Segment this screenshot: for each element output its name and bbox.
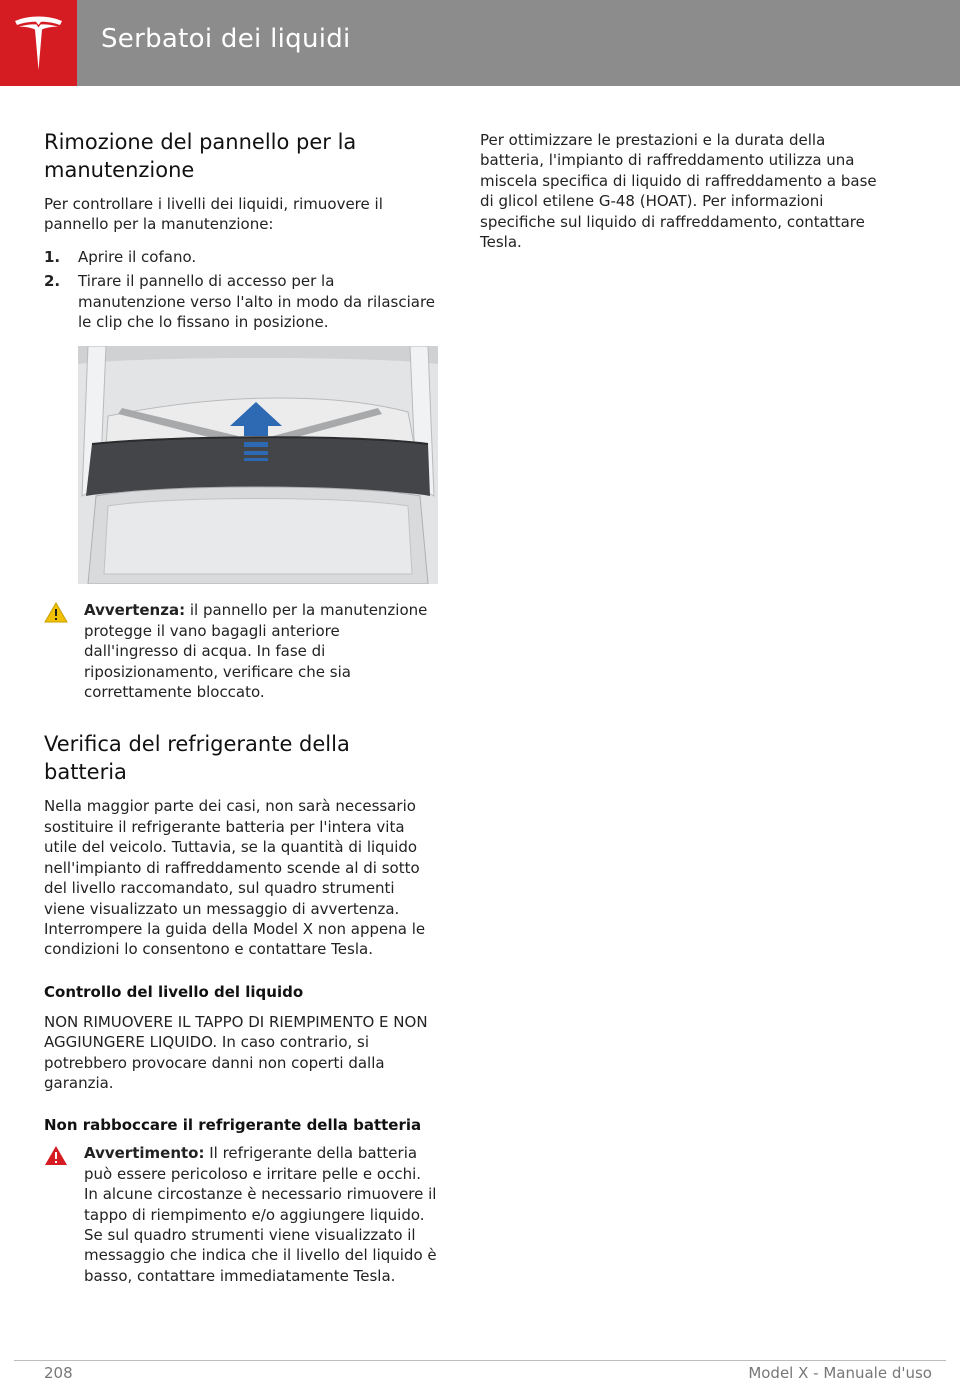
footer-divider [14, 1360, 946, 1361]
section-heading-coolant: Verifica del refrigerante della batteria [44, 732, 350, 785]
caution-triangle-icon [44, 602, 68, 623]
right-column [480, 130, 880, 252]
section-body-coolant: Nella maggior parte dei casi, non sarà necessario sostituire il refrigerante batteria per l'intera vita utile del veicolo. Tuttavia, se la quantità di liquido nell'impianto di raffreddamento scende al di sotto del livello raccomandato, sul quadro strumenti viene visualizzato un messaggio di avvertenza. Interrompere la guida della Model X non appena le condizioni lo consentono e contattare Tesla. [44, 797, 426, 959]
step-number: 2. [44, 272, 61, 291]
page-number: 208 [44, 1364, 73, 1382]
subsection-body-fluid-level: NON RIMUOVERE IL TAPPO DI RIEMPIMENTO E NON AGGIUNGERE LIQUIDO. In caso contrario, si potrebbero provocare danni non coperti dalla garanzia. [44, 1012, 428, 1092]
danger-callout [44, 1143, 438, 1286]
steps-list [44, 247, 438, 333]
caution-callout [44, 600, 438, 702]
section-intro: Per controllare i livelli dei liquidi, rimuovere il pannello per la manutenzione: [44, 195, 383, 234]
section-heading-service-panel: Rimozione del pannello per la manutenzione [44, 130, 357, 182]
list-item [44, 271, 438, 332]
step-text: Aprire il cofano. [78, 247, 197, 266]
service-panel-illustration [78, 346, 438, 584]
tesla-logo-icon [13, 14, 64, 72]
coolant-info-paragraph: Per ottimizzare le prestazioni e la durata della batteria, l'impianto di raffreddamento utilizza una miscela specifica di liquido di raffreddamento a base di glicol etilene G-48 (HOAT). Per informazioni specifiche sul liquido di raffreddamento, contattare Tesla. [480, 131, 877, 252]
step-number: 1. [44, 247, 61, 266]
subheading-no-topping: Non rabboccare il refrigerante della batteria [44, 1116, 422, 1135]
footer-doc-title: Model X - Manuale d'uso [748, 1364, 932, 1382]
subheading-fluid-level: Controllo del livello del liquido [44, 982, 304, 1001]
danger-triangle-icon [44, 1145, 68, 1166]
step-text: Tirare il pannello di accesso per la manutenzione verso l'alto in modo da rilasciare le clip che lo fissano in posizione. [78, 272, 436, 332]
logo-box [0, 0, 77, 86]
caution-text: il pannello per la manutenzione protegge il vano bagagli anteriore dall'ingresso di acqua. In fase di riposizionamento, verificare che sia correttamente bloccato. [84, 601, 428, 702]
page-header [0, 0, 960, 86]
danger-text: Il refrigerante della batteria può essere pericoloso e irritare pelle e occhi. In alcune circostanze è necessario rimuovere il tappo di riempimento e/o aggiungere liquido. Se sul quadro strumenti viene visualizzato il messaggio che indica che il livello del liquido è basso, contattare immediatamente Tesla. [84, 1144, 437, 1285]
danger-label: Avvertimento: [84, 1144, 205, 1163]
page-title: Serbatoi dei liquidi [101, 24, 351, 54]
caution-label: Avvertenza: [84, 601, 186, 620]
left-column [44, 128, 438, 1286]
list-item [44, 247, 438, 267]
